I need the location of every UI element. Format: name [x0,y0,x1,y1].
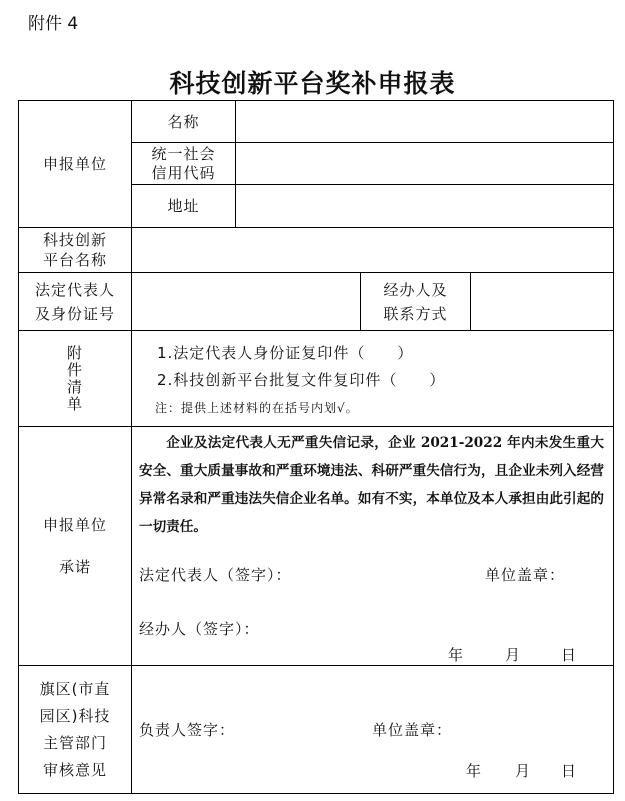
credit-code-field[interactable] [236,143,613,184]
attachment-item-2: 2.科技创新平台批复文件复印件（ ） [157,371,446,389]
attachments-label-text: 附件清单 [66,343,83,413]
attachments-label [19,331,131,426]
handler-signature-label: 经办人（签字）： [139,620,260,638]
legal-rep-signature-label: 法定代表人（签字）： [139,566,292,584]
form-title: 科技创新平台奖补申报表 [169,69,456,98]
platform-name-label [19,228,131,272]
handler-contact-label-line1: 经办人及 [383,280,448,299]
review-label-line2: 园区)科技 [39,706,111,725]
review-seal-label: 单位盖章： [372,721,453,739]
table-border-bottom [18,793,614,794]
responsible-signature-label: 负责人签字： [139,721,236,739]
attachment-item-1: 1.法定代表人身份证复印件（ ） [157,344,414,362]
legal-rep-label-line1: 法定代表人 [34,280,115,299]
pledge-label-line2: 承诺 [58,558,91,576]
handler-contact-label [361,273,470,330]
pledge-date-year: 年 [448,646,465,664]
applicant-section-label: 申报单位 [42,155,107,173]
name-field[interactable] [236,101,613,142]
credit-code-label [132,143,235,184]
pledge-label-line1: 申报单位 [42,516,107,534]
attachment-number-label: 附件 4 [28,14,79,34]
review-label-line3: 主管部门 [42,733,107,752]
pledge-label [19,427,131,665]
pledge-seal-label: 单位盖章： [485,566,566,584]
handler-contact-label-line2: 联系方式 [383,304,448,323]
review-label-line1: 旗区(市直 [39,679,111,698]
legal-rep-field[interactable] [132,273,360,330]
credit-code-label-line2: 信用代码 [151,163,216,182]
legal-rep-label [19,273,131,330]
platform-name-label-line1: 科技创新 [42,231,107,249]
review-date-year: 年 [466,762,483,780]
pledge-date-month: 月 [505,646,522,664]
platform-name-label-line2: 平台名称 [42,251,107,269]
credit-code-label-line1: 统一社会 [151,144,216,163]
address-field[interactable] [236,185,613,227]
review-label [19,666,131,793]
review-label-line4: 审核意见 [42,760,107,779]
pledge-text: 企业及法定代表人无严重失信记录，企业 2021-2022 年内未发生重大安全、重大质量事故和严重环境违法、科研严重失信行为，且企业未列入经营异常名录和严重违法失信企业名单。如有不实，本单位及本人承担由此引起的一切责任。 [139,435,604,535]
handler-contact-field[interactable] [471,273,613,330]
review-date-day: 日 [561,762,578,780]
review-date-month: 月 [515,762,532,780]
name-label: 名称 [167,112,200,131]
platform-name-field[interactable] [132,228,613,272]
pledge-date-day: 日 [561,646,578,664]
address-label: 地址 [167,197,200,215]
table-border-right [613,100,614,794]
legal-rep-label-line2: 及身份证号 [34,304,115,323]
attachments-note: 注：提供上述材料的在括号内划√。 [155,401,359,415]
